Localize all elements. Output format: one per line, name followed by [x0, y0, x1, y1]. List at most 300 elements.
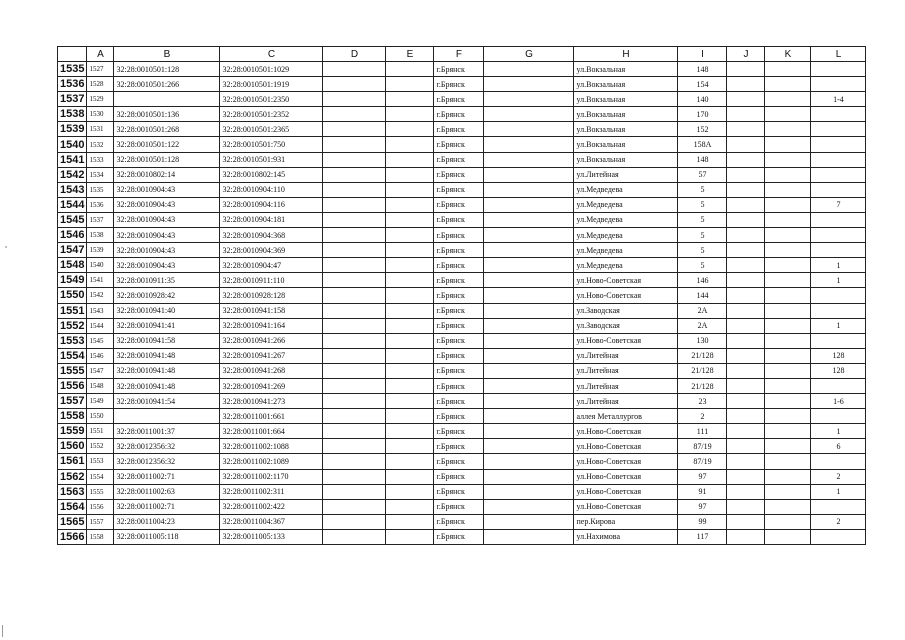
cell-c[interactable]: 32:28:0010941:273: [220, 394, 323, 409]
row-number[interactable]: 1545: [58, 212, 87, 227]
cell-d[interactable]: [323, 424, 386, 439]
cell-g[interactable]: [484, 258, 574, 273]
cell-h[interactable]: ул.Литейная: [574, 378, 678, 393]
cell-f[interactable]: г.Брянск: [434, 137, 484, 152]
cell-l[interactable]: [811, 288, 866, 303]
cell-i[interactable]: 21/128: [678, 348, 727, 363]
cell-e[interactable]: [386, 122, 434, 137]
cell-j[interactable]: [727, 182, 765, 197]
cell-h[interactable]: ул.Литейная: [574, 348, 678, 363]
cell-e[interactable]: [386, 288, 434, 303]
cell-j[interactable]: [727, 499, 765, 514]
cell-g[interactable]: [484, 182, 574, 197]
cell-g[interactable]: [484, 424, 574, 439]
row-number[interactable]: 1552: [58, 318, 87, 333]
cell-b[interactable]: 32:28:0010501:268: [114, 122, 220, 137]
cell-d[interactable]: [323, 529, 386, 544]
cell-i[interactable]: 158А: [678, 137, 727, 152]
cell-i[interactable]: 97: [678, 499, 727, 514]
cell-d[interactable]: [323, 167, 386, 182]
cell-k[interactable]: [765, 212, 811, 227]
cell-h[interactable]: ул.Заводская: [574, 318, 678, 333]
cell-e[interactable]: [386, 212, 434, 227]
cell-a[interactable]: 1542: [87, 288, 114, 303]
cell-k[interactable]: [765, 62, 811, 77]
cell-i[interactable]: 148: [678, 152, 727, 167]
cell-h[interactable]: ул.Ново-Советская: [574, 484, 678, 499]
cell-h[interactable]: ул.Ново-Советская: [574, 273, 678, 288]
cell-e[interactable]: [386, 499, 434, 514]
column-header[interactable]: G: [484, 47, 574, 62]
cell-j[interactable]: [727, 137, 765, 152]
cell-e[interactable]: [386, 409, 434, 424]
cell-d[interactable]: [323, 469, 386, 484]
cell-e[interactable]: [386, 258, 434, 273]
cell-f[interactable]: г.Брянск: [434, 122, 484, 137]
cell-k[interactable]: [765, 333, 811, 348]
cell-i[interactable]: 87/19: [678, 454, 727, 469]
row-number[interactable]: 1550: [58, 288, 87, 303]
cell-d[interactable]: [323, 197, 386, 212]
cell-d[interactable]: [323, 514, 386, 529]
cell-i[interactable]: 144: [678, 288, 727, 303]
cell-e[interactable]: [386, 303, 434, 318]
cell-l[interactable]: 2: [811, 514, 866, 529]
cell-d[interactable]: [323, 439, 386, 454]
cell-j[interactable]: [727, 318, 765, 333]
cell-j[interactable]: [727, 394, 765, 409]
cell-a[interactable]: 1547: [87, 363, 114, 378]
cell-e[interactable]: [386, 333, 434, 348]
row-number[interactable]: 1538: [58, 107, 87, 122]
cell-g[interactable]: [484, 62, 574, 77]
cell-d[interactable]: [323, 92, 386, 107]
cell-j[interactable]: [727, 92, 765, 107]
row-number[interactable]: 1558: [58, 409, 87, 424]
cell-f[interactable]: г.Брянск: [434, 197, 484, 212]
cell-b[interactable]: 32:28:0010928:42: [114, 288, 220, 303]
cell-e[interactable]: [386, 167, 434, 182]
cell-h[interactable]: ул.Ново-Советская: [574, 454, 678, 469]
cell-b[interactable]: 32:28:0010501:128: [114, 62, 220, 77]
cell-l[interactable]: 1-6: [811, 394, 866, 409]
cell-j[interactable]: [727, 273, 765, 288]
row-number[interactable]: 1556: [58, 378, 87, 393]
cell-f[interactable]: г.Брянск: [434, 348, 484, 363]
cell-j[interactable]: [727, 62, 765, 77]
cell-k[interactable]: [765, 348, 811, 363]
cell-i[interactable]: 148: [678, 62, 727, 77]
cell-f[interactable]: г.Брянск: [434, 288, 484, 303]
cell-e[interactable]: [386, 243, 434, 258]
cell-k[interactable]: [765, 182, 811, 197]
cell-c[interactable]: 32:28:0010904:368: [220, 228, 323, 243]
cell-k[interactable]: [765, 318, 811, 333]
cell-b[interactable]: 32:28:0010904:43: [114, 258, 220, 273]
cell-b[interactable]: 32:28:0010904:43: [114, 228, 220, 243]
cell-l[interactable]: [811, 182, 866, 197]
column-header[interactable]: A: [87, 47, 114, 62]
row-number[interactable]: 1543: [58, 182, 87, 197]
cell-a[interactable]: 1554: [87, 469, 114, 484]
cell-i[interactable]: 5: [678, 182, 727, 197]
cell-c[interactable]: 32:28:0010941:268: [220, 363, 323, 378]
cell-c[interactable]: 32:28:0011004:367: [220, 514, 323, 529]
cell-c[interactable]: 32:28:0010941:269: [220, 378, 323, 393]
cell-e[interactable]: [386, 137, 434, 152]
cell-a[interactable]: 1529: [87, 92, 114, 107]
cell-b[interactable]: [114, 409, 220, 424]
cell-b[interactable]: 32:28:0011001:37: [114, 424, 220, 439]
cell-a[interactable]: 1531: [87, 122, 114, 137]
cell-i[interactable]: 91: [678, 484, 727, 499]
cell-l[interactable]: 128: [811, 348, 866, 363]
cell-c[interactable]: 32:28:0010904:47: [220, 258, 323, 273]
cell-d[interactable]: [323, 77, 386, 92]
cell-d[interactable]: [323, 484, 386, 499]
cell-g[interactable]: [484, 348, 574, 363]
row-number[interactable]: 1536: [58, 77, 87, 92]
cell-f[interactable]: г.Брянск: [434, 454, 484, 469]
cell-g[interactable]: [484, 197, 574, 212]
cell-i[interactable]: 154: [678, 77, 727, 92]
cell-c[interactable]: 32:28:0010904:110: [220, 182, 323, 197]
cell-k[interactable]: [765, 424, 811, 439]
cell-f[interactable]: г.Брянск: [434, 62, 484, 77]
cell-a[interactable]: 1548: [87, 378, 114, 393]
cell-d[interactable]: [323, 348, 386, 363]
cell-h[interactable]: ул.Вокзальная: [574, 152, 678, 167]
cell-d[interactable]: [323, 107, 386, 122]
cell-g[interactable]: [484, 288, 574, 303]
cell-k[interactable]: [765, 439, 811, 454]
cell-g[interactable]: [484, 394, 574, 409]
cell-h[interactable]: ул.Литейная: [574, 167, 678, 182]
cell-l[interactable]: [811, 167, 866, 182]
cell-e[interactable]: [386, 348, 434, 363]
cell-a[interactable]: 1543: [87, 303, 114, 318]
cell-b[interactable]: 32:28:0010501:122: [114, 137, 220, 152]
cell-k[interactable]: [765, 529, 811, 544]
cell-g[interactable]: [484, 243, 574, 258]
row-number[interactable]: 1554: [58, 348, 87, 363]
cell-k[interactable]: [765, 454, 811, 469]
cell-k[interactable]: [765, 92, 811, 107]
cell-d[interactable]: [323, 62, 386, 77]
cell-g[interactable]: [484, 107, 574, 122]
cell-j[interactable]: [727, 77, 765, 92]
cell-b[interactable]: 32:28:0010904:43: [114, 197, 220, 212]
cell-e[interactable]: [386, 92, 434, 107]
cell-h[interactable]: ул.Ново-Советская: [574, 439, 678, 454]
cell-d[interactable]: [323, 243, 386, 258]
cell-k[interactable]: [765, 469, 811, 484]
cell-f[interactable]: г.Брянск: [434, 258, 484, 273]
cell-g[interactable]: [484, 212, 574, 227]
cell-l[interactable]: [811, 107, 866, 122]
column-header[interactable]: D: [323, 47, 386, 62]
cell-b[interactable]: 32:28:0010501:266: [114, 77, 220, 92]
cell-b[interactable]: 32:28:0010941:41: [114, 318, 220, 333]
row-number[interactable]: 1564: [58, 499, 87, 514]
cell-h[interactable]: ул.Ново-Советская: [574, 499, 678, 514]
cell-l[interactable]: [811, 409, 866, 424]
cell-l[interactable]: 1: [811, 484, 866, 499]
cell-i[interactable]: 117: [678, 529, 727, 544]
cell-k[interactable]: [765, 228, 811, 243]
cell-i[interactable]: 152: [678, 122, 727, 137]
cell-b[interactable]: 32:28:0012356:32: [114, 439, 220, 454]
cell-f[interactable]: г.Брянск: [434, 333, 484, 348]
row-number[interactable]: 1553: [58, 333, 87, 348]
cell-i[interactable]: 5: [678, 243, 727, 258]
cell-g[interactable]: [484, 484, 574, 499]
cell-l[interactable]: 1: [811, 273, 866, 288]
cell-j[interactable]: [727, 439, 765, 454]
cell-i[interactable]: 170: [678, 107, 727, 122]
cell-l[interactable]: 1: [811, 424, 866, 439]
cell-e[interactable]: [386, 107, 434, 122]
cell-c[interactable]: 32:28:0010501:931: [220, 152, 323, 167]
cell-j[interactable]: [727, 378, 765, 393]
cell-f[interactable]: г.Брянск: [434, 409, 484, 424]
cell-j[interactable]: [727, 424, 765, 439]
cell-l[interactable]: [811, 77, 866, 92]
row-number[interactable]: 1544: [58, 197, 87, 212]
cell-d[interactable]: [323, 258, 386, 273]
cell-e[interactable]: [386, 469, 434, 484]
cell-k[interactable]: [765, 167, 811, 182]
cell-k[interactable]: [765, 394, 811, 409]
cell-i[interactable]: 2: [678, 409, 727, 424]
cell-b[interactable]: 32:28:0011002:71: [114, 499, 220, 514]
cell-e[interactable]: [386, 394, 434, 409]
cell-h[interactable]: ул.Вокзальная: [574, 137, 678, 152]
cell-l[interactable]: 1: [811, 318, 866, 333]
cell-l[interactable]: 1: [811, 258, 866, 273]
cell-e[interactable]: [386, 514, 434, 529]
cell-a[interactable]: 1553: [87, 454, 114, 469]
cell-a[interactable]: 1532: [87, 137, 114, 152]
cell-f[interactable]: г.Брянск: [434, 469, 484, 484]
cell-c[interactable]: 32:28:0010501:1919: [220, 77, 323, 92]
cell-e[interactable]: [386, 454, 434, 469]
cell-k[interactable]: [765, 243, 811, 258]
cell-l[interactable]: [811, 378, 866, 393]
cell-h[interactable]: ул.Ново-Советская: [574, 424, 678, 439]
cell-b[interactable]: 32:28:0010802:14: [114, 167, 220, 182]
cell-e[interactable]: [386, 62, 434, 77]
cell-f[interactable]: г.Брянск: [434, 107, 484, 122]
column-header[interactable]: I: [678, 47, 727, 62]
cell-j[interactable]: [727, 243, 765, 258]
cell-c[interactable]: 32:28:0010941:158: [220, 303, 323, 318]
cell-b[interactable]: 32:28:0010904:43: [114, 212, 220, 227]
cell-j[interactable]: [727, 122, 765, 137]
cell-l[interactable]: [811, 62, 866, 77]
cell-h[interactable]: пер.Кирова: [574, 514, 678, 529]
cell-h[interactable]: ул.Вокзальная: [574, 77, 678, 92]
cell-b[interactable]: 32:28:0011004:23: [114, 514, 220, 529]
cell-i[interactable]: 111: [678, 424, 727, 439]
cell-b[interactable]: 32:28:0010911:35: [114, 273, 220, 288]
cell-c[interactable]: 32:28:0011002:1170: [220, 469, 323, 484]
cell-j[interactable]: [727, 167, 765, 182]
cell-b[interactable]: 32:28:0010941:54: [114, 394, 220, 409]
cell-e[interactable]: [386, 182, 434, 197]
cell-j[interactable]: [727, 288, 765, 303]
cell-f[interactable]: г.Брянск: [434, 92, 484, 107]
row-number[interactable]: 1547: [58, 243, 87, 258]
column-header[interactable]: J: [727, 47, 765, 62]
cell-f[interactable]: г.Брянск: [434, 182, 484, 197]
cell-d[interactable]: [323, 212, 386, 227]
cell-a[interactable]: 1540: [87, 258, 114, 273]
cell-a[interactable]: 1536: [87, 197, 114, 212]
cell-g[interactable]: [484, 92, 574, 107]
row-number[interactable]: 1561: [58, 454, 87, 469]
cell-c[interactable]: 32:28:0010941:266: [220, 333, 323, 348]
cell-a[interactable]: 1549: [87, 394, 114, 409]
cell-g[interactable]: [484, 167, 574, 182]
cell-e[interactable]: [386, 77, 434, 92]
cell-h[interactable]: ул.Медведева: [574, 212, 678, 227]
cell-c[interactable]: 32:28:0011002:1088: [220, 439, 323, 454]
row-number[interactable]: 1549: [58, 273, 87, 288]
cell-h[interactable]: ул.Медведева: [574, 243, 678, 258]
cell-d[interactable]: [323, 318, 386, 333]
cell-f[interactable]: г.Брянск: [434, 212, 484, 227]
cell-e[interactable]: [386, 363, 434, 378]
cell-k[interactable]: [765, 288, 811, 303]
cell-i[interactable]: 140: [678, 92, 727, 107]
cell-a[interactable]: 1552: [87, 439, 114, 454]
cell-j[interactable]: [727, 212, 765, 227]
cell-i[interactable]: 5: [678, 258, 727, 273]
cell-k[interactable]: [765, 122, 811, 137]
cell-b[interactable]: 32:28:0011002:71: [114, 469, 220, 484]
cell-i[interactable]: 146: [678, 273, 727, 288]
cell-h[interactable]: ул.Ново-Советская: [574, 333, 678, 348]
cell-l[interactable]: [811, 243, 866, 258]
cell-k[interactable]: [765, 77, 811, 92]
cell-e[interactable]: [386, 378, 434, 393]
row-number[interactable]: 1559: [58, 424, 87, 439]
cell-c[interactable]: 32:28:0011002:422: [220, 499, 323, 514]
cell-a[interactable]: 1550: [87, 409, 114, 424]
cell-b[interactable]: [114, 92, 220, 107]
cell-c[interactable]: 32:28:0010911:110: [220, 273, 323, 288]
cell-f[interactable]: г.Брянск: [434, 318, 484, 333]
cell-e[interactable]: [386, 318, 434, 333]
cell-h[interactable]: ул.Вокзальная: [574, 107, 678, 122]
cell-d[interactable]: [323, 152, 386, 167]
cell-l[interactable]: [811, 152, 866, 167]
cell-h[interactable]: ул.Медведева: [574, 228, 678, 243]
column-header[interactable]: K: [765, 47, 811, 62]
cell-b[interactable]: 32:28:0010501:136: [114, 107, 220, 122]
cell-a[interactable]: 1558: [87, 529, 114, 544]
cell-j[interactable]: [727, 514, 765, 529]
cell-j[interactable]: [727, 197, 765, 212]
cell-l[interactable]: [811, 333, 866, 348]
cell-i[interactable]: 2А: [678, 318, 727, 333]
cell-f[interactable]: г.Брянск: [434, 167, 484, 182]
row-number[interactable]: 1560: [58, 439, 87, 454]
cell-j[interactable]: [727, 228, 765, 243]
cell-c[interactable]: 32:28:0010904:369: [220, 243, 323, 258]
cell-g[interactable]: [484, 333, 574, 348]
cell-f[interactable]: г.Брянск: [434, 228, 484, 243]
cell-f[interactable]: г.Брянск: [434, 514, 484, 529]
cell-h[interactable]: ул.Вокзальная: [574, 92, 678, 107]
cell-g[interactable]: [484, 318, 574, 333]
cell-f[interactable]: г.Брянск: [434, 152, 484, 167]
cell-c[interactable]: 32:28:0011001:664: [220, 424, 323, 439]
cell-c[interactable]: 32:28:0010941:267: [220, 348, 323, 363]
cell-k[interactable]: [765, 258, 811, 273]
cell-c[interactable]: 32:28:0010941:164: [220, 318, 323, 333]
cell-f[interactable]: г.Брянск: [434, 439, 484, 454]
cell-k[interactable]: [765, 363, 811, 378]
cell-j[interactable]: [727, 409, 765, 424]
cell-j[interactable]: [727, 469, 765, 484]
cell-d[interactable]: [323, 122, 386, 137]
cell-c[interactable]: 32:28:0011001:661: [220, 409, 323, 424]
cell-c[interactable]: 32:28:0010928:128: [220, 288, 323, 303]
cell-c[interactable]: 32:28:0010501:750: [220, 137, 323, 152]
cell-a[interactable]: 1545: [87, 333, 114, 348]
cell-f[interactable]: г.Брянск: [434, 273, 484, 288]
cell-k[interactable]: [765, 409, 811, 424]
cell-h[interactable]: ул.Нахимова: [574, 529, 678, 544]
row-number[interactable]: 1539: [58, 122, 87, 137]
cell-j[interactable]: [727, 348, 765, 363]
cell-k[interactable]: [765, 499, 811, 514]
cell-e[interactable]: [386, 273, 434, 288]
cell-c[interactable]: 32:28:0011002:1089: [220, 454, 323, 469]
cell-j[interactable]: [727, 258, 765, 273]
cell-b[interactable]: 32:28:0011005:118: [114, 529, 220, 544]
cell-a[interactable]: 1537: [87, 212, 114, 227]
cell-d[interactable]: [323, 273, 386, 288]
cell-e[interactable]: [386, 424, 434, 439]
cell-h[interactable]: аллея Металлургов: [574, 409, 678, 424]
cell-h[interactable]: ул.Литейная: [574, 363, 678, 378]
cell-i[interactable]: 57: [678, 167, 727, 182]
cell-g[interactable]: [484, 152, 574, 167]
cell-i[interactable]: 99: [678, 514, 727, 529]
row-number[interactable]: 1535: [58, 62, 87, 77]
cell-h[interactable]: ул.Вокзальная: [574, 122, 678, 137]
cell-i[interactable]: 130: [678, 333, 727, 348]
row-number[interactable]: 1563: [58, 484, 87, 499]
cell-a[interactable]: 1530: [87, 107, 114, 122]
cell-e[interactable]: [386, 529, 434, 544]
cell-l[interactable]: 1-4: [811, 92, 866, 107]
cell-h[interactable]: ул.Медведева: [574, 258, 678, 273]
cell-d[interactable]: [323, 333, 386, 348]
cell-b[interactable]: 32:28:0010941:48: [114, 348, 220, 363]
cell-h[interactable]: ул.Литейная: [574, 394, 678, 409]
cell-g[interactable]: [484, 303, 574, 318]
cell-i[interactable]: 5: [678, 228, 727, 243]
cell-b[interactable]: 32:28:0010904:43: [114, 243, 220, 258]
cell-k[interactable]: [765, 197, 811, 212]
cell-b[interactable]: 32:28:0011002:63: [114, 484, 220, 499]
cell-f[interactable]: г.Брянск: [434, 499, 484, 514]
cell-e[interactable]: [386, 484, 434, 499]
